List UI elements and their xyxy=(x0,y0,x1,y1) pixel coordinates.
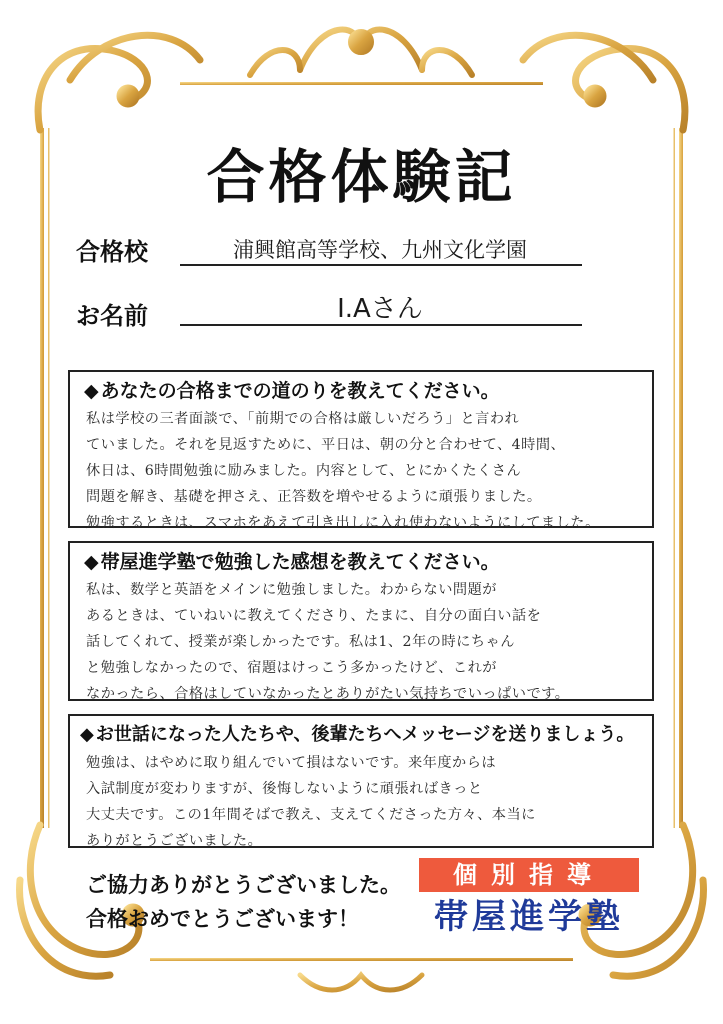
answer-line: 勉強は、はやめに取り組んでいて損はないです。来年度からは xyxy=(86,755,497,771)
school-value: 浦興館高等学校、九州文化学園 xyxy=(233,238,527,262)
name-underline xyxy=(180,324,582,326)
question-box-1 xyxy=(68,370,654,531)
answer-line: 勉強するときは、スマホをあえて引き出しに入れ使わないようにしてました。 xyxy=(86,515,600,531)
school-label: 合格校 xyxy=(76,238,148,266)
school-underline xyxy=(180,264,582,266)
corner-ornament-tr xyxy=(523,35,685,130)
answer-1 xyxy=(86,406,642,536)
question-title-2: ◆ 帯屋進学塾で勉強した感想を教えてください。 xyxy=(84,551,500,573)
answer-line: 大丈夫です。この1年間そばで教え、支えてくださった方々、本当に xyxy=(86,807,536,823)
question-box-3 xyxy=(68,714,654,848)
answer-line: 休日は、6時間勉強に励みました。内容として、とにかくたくさん xyxy=(86,463,522,479)
top-ornament xyxy=(250,30,472,75)
question-box-2 xyxy=(68,541,654,701)
answer-line: ありがとうございました。 xyxy=(86,833,263,849)
answer-line: 私は、数学と英語をメインに勉強しました。わからない問題が xyxy=(86,582,497,598)
name-value: I.Aさん xyxy=(337,294,423,324)
answer-line: 問題を解き、基礎を押さえ、正答数を増やせるように頑張りました。 xyxy=(86,489,542,505)
answer-2 xyxy=(86,577,642,707)
question-title-3: ◆ お世話になった人たちや、後輩たちへメッセージを送りましょう。 xyxy=(80,724,635,745)
congrats-line: 合格おめでとうございます！ xyxy=(86,907,359,931)
page-title: 合格体験記 xyxy=(206,143,517,211)
diamond-bullet-icon: ◆ xyxy=(84,380,99,402)
corner-ornament-tl xyxy=(38,35,200,130)
thanks-message xyxy=(86,868,401,936)
bottom-ornament xyxy=(300,975,422,990)
answer-line: 話してくれて、授業が楽しかったです。私は1、2年の時にちゃん xyxy=(86,634,515,650)
answer-line: 私は学校の三者面談で、「前期での合格は厳しいだろう」と言われ xyxy=(86,411,520,427)
answer-line: と勉強しなかったので、宿題はけっこう多かったけど、これが xyxy=(86,660,497,676)
answer-line: あるときは、ていねいに教えてくださり、たまに、自分の面白い話を xyxy=(86,608,542,624)
answer-line: なかったら、合格はしていなかったとありがたい気持ちでいっぱいです。 xyxy=(86,686,570,702)
diamond-bullet-icon: ◆ xyxy=(80,724,94,745)
diamond-bullet-icon: ◆ xyxy=(84,551,99,573)
badge-individual-tutoring: 個別指導 xyxy=(419,858,639,892)
question-title-1: ◆ あなたの合格までの道のりを教えてください。 xyxy=(84,380,500,402)
answer-3 xyxy=(86,750,642,854)
school-logo-text: 帯屋進学塾 xyxy=(434,897,624,937)
answer-line: 入試制度が変わりますが、後悔しないように頑張ればきっと xyxy=(86,781,483,797)
thanks-line: ご協力ありがとうございました。 xyxy=(86,873,401,897)
answer-line: ていました。それを見返すために、平日は、朝の分と合わせて、4時間、 xyxy=(86,437,566,453)
name-label: お名前 xyxy=(76,302,148,330)
